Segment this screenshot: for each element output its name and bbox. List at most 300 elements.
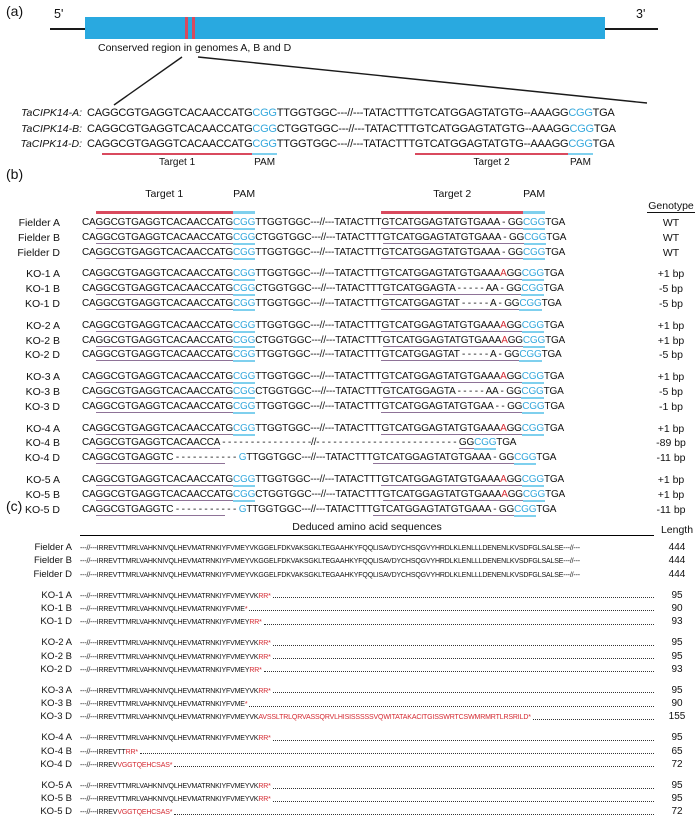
length-value: 155 [668, 711, 686, 723]
amino-acid-sequence [80, 653, 654, 662]
protein-row-ko-5-d [0, 804, 700, 817]
sequence-segment: GTCATGGAGTATGTG--AAAGG [415, 137, 568, 155]
protein-group [0, 588, 700, 628]
sequence-segment: TTGGTGGC---//---TATACTTT [255, 217, 382, 228]
sequence-segment [523, 188, 546, 214]
region-label: Target 1 [159, 156, 196, 168]
protein-row-ko-1-d [0, 614, 700, 627]
sequence-segment: * [244, 605, 248, 613]
sequence-segment: GTCATGGAGTATGTGAAA - GG [381, 246, 523, 258]
sequence-segment: CGG [521, 473, 544, 485]
sequence-segment: CA [82, 217, 96, 228]
line-label: KO-5 A [41, 780, 72, 791]
line-label: KO-1 D [40, 616, 72, 628]
sequence-segment: ---//---IRREVTTMRLVAHKNIVQLHEVMATRNKIYFVME [80, 605, 245, 613]
amino-acid-sequence [80, 666, 654, 675]
line-label: KO-2 A [26, 319, 60, 332]
sequence-segment: ---//---IRREVTTMRLVAHKNIVQLHEVMATRNKIYFVMEY [80, 619, 250, 627]
genotype-value: -5 bp [659, 283, 683, 296]
dotted-leader [273, 801, 654, 802]
sequence-segment: TTGGTGGC---//---TATACTTT [255, 246, 382, 258]
sequence-segment: RR* [258, 640, 271, 648]
line-label: KO-5 B [25, 488, 60, 501]
sequence-segment: GTCATGGAGTATGTGAAA [381, 371, 501, 383]
length-value: 95 [671, 650, 683, 662]
line-label: KO-3 A [26, 371, 60, 384]
sequence-segment: GG [507, 334, 523, 346]
genotype-group [0, 319, 700, 363]
dna-sequence [82, 216, 642, 231]
sequence-segment: GGCGTGAGGTCACAACCA [95, 437, 220, 449]
protein-row-fielder-a [0, 540, 700, 553]
sequence-segment: TGA [541, 349, 562, 361]
sequence-segment: GG [506, 319, 522, 331]
protein-row-fielder-d [0, 566, 700, 579]
sequence-segment: CGG [233, 473, 256, 485]
line-label: KO-4 A [41, 732, 72, 744]
sequence-segment: CGG [568, 107, 593, 119]
sequence-segment: TGA [541, 297, 562, 309]
gene-sequence-row-tacipk14-d [12, 137, 700, 155]
genotype-value: +1 bp [657, 319, 685, 332]
protein-row-ko-5-b [0, 791, 700, 804]
sequence-segment: GTCATGGAGTATGTGAAA [382, 488, 502, 500]
line-label: KO-4 D [40, 758, 72, 770]
sequence-segment: GTCATGGAGTAT - - - - - A - GG [381, 349, 520, 361]
line-label: KO-2 A [41, 637, 72, 649]
genotype-value: +1 bp [657, 268, 685, 281]
sequence-segment: CGG [522, 488, 546, 500]
sequence-segment: CTGGTGGC---//---TATACTTT [255, 283, 383, 295]
amino-acid-sequence [80, 782, 654, 791]
sequence-segment: TGA [592, 138, 615, 150]
sequence-segment: CA [82, 349, 96, 361]
dotted-leader [174, 814, 654, 815]
protein-group [0, 778, 700, 818]
region-label: PAM [523, 188, 546, 201]
dna-sequence [82, 282, 642, 297]
length-value: 444 [668, 568, 686, 580]
sequence-segment: AVSSLTRLQRVASSQRVLHISISSSSSVQWITATAKACITGISSWRTCSWMRMRTLRSRILD* [258, 714, 531, 722]
genotype-value: WT [662, 217, 680, 229]
line-label: KO-4 B [40, 745, 72, 757]
sequence-segment: GGCGTGAGGTCACAACCATG [95, 349, 233, 361]
dna-sequence [82, 334, 642, 349]
genotype-row-ko-3-b [0, 385, 700, 400]
dna-sequence [82, 370, 642, 385]
line-label: KO-5 D [40, 806, 72, 818]
sequence-segment: CA [82, 422, 96, 434]
sequence-segment: ---//---IRREVTTMRLVAHKNIVQLHEVMATRNKIYFVMEYVKGGELFDKVAKSGKLTEGAAHKYFQQLISAVDYCHSQGVYHRDLKLENLLLDENENLKVSDFGLSALSE---//--- [80, 571, 580, 579]
sequence-segment: CGG [522, 400, 545, 412]
amino-acid-sequence [80, 544, 654, 553]
amino-acid-header: Deduced amino acid sequences [80, 521, 654, 536]
region-label: PAM [570, 156, 591, 168]
sequence-segment: CA [82, 385, 96, 397]
sequence-segment: CGG [233, 488, 256, 500]
sequence-segment: GTCATGGAGTATGTGAAA - GG [382, 231, 525, 243]
sequence-segment: TGA [536, 452, 557, 464]
sequence-segment: - - [224, 503, 239, 515]
length-value: 444 [668, 555, 686, 567]
genotype-row-fielder-b [0, 231, 700, 246]
sequence-segment: TTGGTGGC---//---TATACTTTGTCATGGAGTATGTG--AAAGG [276, 107, 569, 119]
length-value: 95 [671, 637, 683, 649]
sequence-segment: GTCATGGAGTATGTGAAA [382, 334, 502, 346]
sequence-segment: ---//---IRREVTTMRLVAHKNIVQLHEVMATRNKIYFVMEYVKGGELFDKVAKSGKLTEGAAHKYFQQLISAVDYCHSQGVYHRDLKLENLLLDENENLKVSDFGLSALSE---//--- [80, 558, 580, 566]
protein-row-ko-1-b [0, 601, 700, 614]
sequence-segment: CAGGCGTGAGGTCACAACCATG [87, 107, 253, 119]
line-label: KO-1 B [25, 283, 60, 296]
sequence-segment: CGG [233, 246, 256, 258]
genotype-row-ko-2-b [0, 334, 700, 349]
sequence-segment: GGCGTGAGGTCACAACCATG [95, 488, 233, 500]
protein-row-ko-2-b [0, 648, 700, 661]
dna-sequence [82, 451, 642, 466]
sequence-segment: TGA [544, 400, 565, 412]
length-value: 65 [671, 745, 683, 757]
sequence-segment: CTGGTGGC---//---TATACTTT [255, 385, 383, 397]
sequence-segment: GTCATGGAGTATGTGAAA - GG [372, 452, 515, 464]
sequence-segment: A [500, 319, 507, 331]
protein-row-fielder-b [0, 553, 700, 566]
length-value: 72 [671, 758, 683, 770]
sequence-segment [96, 188, 234, 214]
genotype-group [0, 216, 700, 260]
sequence-segment: GGCGTGAGGTCACAACCATG [95, 283, 233, 295]
sequence-segment: CGG [252, 137, 276, 155]
sequence-segment: GGCGTGAGGTCACAACCATG [95, 371, 233, 383]
sequence-segment: CGG [233, 371, 256, 383]
sequence-segment: CA [82, 268, 96, 280]
sequence-segment: * [244, 701, 248, 709]
sequence-segment: RR* [258, 783, 271, 790]
sequence-segment: GGCGTGAGGTCACAACCATG [102, 137, 253, 155]
length-value: 95 [671, 684, 683, 696]
sequence-segment: CGG [514, 503, 537, 515]
length-value: 90 [671, 602, 683, 614]
sequence-segment: A [500, 473, 507, 485]
five-prime-label: 5' [54, 7, 64, 21]
sequence-segment: CGG [523, 217, 546, 228]
sequence-segment: CGG [474, 437, 497, 449]
dotted-leader [273, 597, 654, 598]
region-label: PAM [233, 188, 256, 201]
sequence-segment: TGA [545, 334, 566, 346]
dna-sequence [82, 319, 642, 334]
sequence-segment: CGG [233, 319, 256, 331]
sequence-segment: A [500, 371, 507, 383]
sequence-segment: CGG [252, 107, 277, 119]
gene-sequence-row-tacipk14-b [12, 122, 700, 138]
sequence-segment: ---//---IRREVTT [80, 748, 126, 756]
sequence-segment: CGG [233, 217, 256, 228]
sequence-segment: TGA [543, 422, 564, 434]
sequence-segment: CTGGTGGC---//---TATACTTT [255, 334, 383, 346]
protein-group [0, 635, 700, 675]
dna-sequence [82, 188, 642, 214]
dna-sequence [82, 385, 642, 400]
sequence-segment: TTGGTGGC---//---TATACTTT [276, 138, 415, 150]
callout-lines [0, 55, 700, 107]
line-label: Fielder A [18, 217, 60, 229]
genotype-row-ko-1-b [0, 282, 700, 297]
sequence-segment: CA [82, 319, 96, 331]
line-label: KO-4 A [26, 422, 60, 435]
sequence-segment: ---//---IRREVTTMRLVAHKNIVQLHEVMATRNKIYFVME [80, 701, 245, 709]
dotted-leader [273, 645, 654, 646]
dotted-leader [249, 706, 654, 707]
panel-b-table [0, 188, 700, 517]
sequence-segment: GG [458, 437, 475, 449]
sequence-segment: GTCATGGAGTATGTGAAA [381, 319, 501, 331]
gene-body-bar [85, 17, 605, 39]
amino-acid-sequence [80, 571, 654, 580]
sequence-segment: RR* [249, 619, 262, 627]
amino-acid-sequence [80, 808, 654, 817]
line-label: KO-2 D [24, 349, 60, 362]
sequence-segment: GGCGTGAGGTCACAACCATG [95, 268, 233, 280]
sequence-segment: VGGTQEHCSAS* [117, 761, 173, 769]
amino-acid-sequence [80, 557, 654, 566]
protein-row-ko-2-d [0, 662, 700, 675]
line-label: KO-4 B [25, 437, 60, 450]
sequence-segment: GTCATGGAGTA - - - - - AA - GG [382, 283, 522, 295]
dna-sequence [82, 436, 642, 451]
sequence-segment: RR* [258, 687, 271, 695]
sequence-segment: CGG [523, 246, 546, 258]
dotted-leader [533, 719, 654, 720]
sequence-segment: TTGGTGGC---//---TATACTTT [246, 452, 373, 464]
sequence-segment: CA [82, 334, 96, 346]
panel-a-gene-diagram [0, 0, 700, 172]
sequence-segment: G [238, 503, 247, 515]
sequence-segment: A [501, 334, 508, 346]
sequence-segment: ---//---IRREVTTMRLVAHKNIVQLHEVMATRNKIYFVMEYVK [80, 640, 259, 648]
protein-row-ko-4-a [0, 730, 700, 743]
sequence-segment: CAGGCGTGAGGTCACAACCATG [87, 122, 253, 135]
sequence-segment: G [238, 452, 247, 464]
sequence-segment: GTCATGGAGTATGTGAAA - GG [381, 217, 523, 228]
length-value: 93 [671, 616, 683, 628]
sequence-segment: TTGGTGGC---//---TATACTTT [255, 268, 382, 280]
sequence-segment: ---//---IRREVTTMRLVAHKNIVQLHEVMATRNKIYFVMEYVK [80, 592, 259, 600]
sequence-segment: GTCATGGAGTA - - - - - AA - GG [382, 385, 522, 397]
sequence-segment: TGA [543, 473, 564, 485]
sequence-segment: TTGGTGGC---//---TATACTTT [255, 473, 382, 485]
amino-acid-sequence [80, 605, 654, 614]
sequence-segment: CA [82, 473, 96, 485]
protein-row-ko-3-a [0, 683, 700, 696]
sequence-segment: GTCATGGAGTATGTGAAA - GG [372, 503, 515, 515]
sequence-segment: TGA [592, 107, 615, 119]
sequence-segment: ---//---IRREVTTMRLVAHKNIVQLHEVMATRNKIYFVMEYVK [80, 783, 259, 790]
genotype-row-ko-3-d [0, 400, 700, 415]
sequence-segment: GTCATGGAGTAT - - - - - A - GG [381, 297, 520, 309]
sequence-segment: RR* [125, 748, 138, 756]
length-value: 95 [671, 732, 683, 744]
genotype-row-ko-4-d [0, 451, 700, 466]
sequence-segment: GGCGTGAGGTCACAACCATG [95, 231, 233, 243]
sequence-segment: CGG [233, 334, 256, 346]
sequence-segment: ---//---IRREVTTMRLVAHKNIVQLHEVMATRNKIYFVMEYVK [80, 687, 259, 695]
dotted-leader [264, 671, 654, 672]
sequence-segment: TGA [496, 437, 517, 449]
sequence-segment: TGA [543, 319, 564, 331]
line-label: KO-1 D [24, 297, 60, 310]
sequence-segment: GGCGTGAGGTCACAACCATG [95, 246, 233, 258]
panel-a-sequences [12, 106, 700, 168]
sequence-segment: CGG [519, 297, 542, 309]
three-prime-label: 3' [636, 7, 646, 21]
sequence-segment: CA [82, 231, 96, 243]
protein-row-ko-4-b [0, 743, 700, 756]
sequence-segment: RR* [258, 653, 271, 661]
sequence-segment: GG [506, 422, 522, 434]
genotype-value: +1 bp [657, 488, 685, 501]
sequence-segment: CGG [521, 283, 544, 295]
sequence-segment: CGG [521, 422, 544, 434]
dotted-leader [174, 766, 654, 767]
sequence-segment: CTGGTGGC---//---TATACTTT [255, 231, 383, 243]
protein-row-ko-3-d [0, 709, 700, 722]
genotype-row-ko-1-d [0, 297, 700, 312]
line-label: KO-3 D [24, 400, 60, 413]
sequence-segment [233, 188, 256, 214]
sequence-segment: ---//---IRREVTTMRLVAHKNIVQLHEVMATRNKIYFVMEYVK [80, 796, 259, 804]
amino-acid-sequence [80, 761, 654, 770]
panel-c-tag: (c) [6, 498, 23, 514]
panel-c-rows [0, 540, 700, 817]
genotype-group [0, 370, 700, 414]
genotype-value: -11 bp [656, 452, 686, 465]
line-label: KO-5 D [24, 503, 60, 516]
dna-sequence [82, 231, 642, 246]
protein-row-ko-2-a [0, 635, 700, 648]
sequence-segment: CA [82, 452, 96, 464]
line-label: KO-2 D [40, 663, 72, 675]
dotted-leader [273, 692, 654, 693]
genotype-group [0, 267, 700, 311]
sequence-segment: CGG [233, 349, 256, 361]
dna-sequence [82, 348, 642, 363]
sequence-segment: GG [506, 371, 522, 383]
genotype-row-fielder-a [0, 216, 700, 231]
target-site-marker [185, 17, 188, 39]
sequence-segment: CA [82, 488, 96, 500]
sequence-segment: GGCGTGAGGTCACAACCATG [95, 473, 233, 485]
amino-acid-sequence [80, 700, 654, 709]
gene-sequence-row-tacipk14-a [12, 106, 700, 122]
line-label: KO-5 B [40, 793, 72, 805]
genotype-value: -5 bp [659, 385, 683, 398]
sequence-segment: - - [224, 452, 239, 464]
sequence-segment: GTCATGGAGTATGTGAAA [381, 473, 501, 485]
panel-c-proteins [0, 498, 700, 825]
line-label: KO-3 B [25, 385, 60, 398]
sequence-segment: GGCGTGAGGTCACAACCATG [95, 400, 233, 412]
genotype-group [0, 422, 700, 466]
amino-acid-sequence [80, 795, 654, 804]
length-value: 72 [671, 806, 683, 818]
genotype-row-ko-3-a [0, 370, 700, 385]
sequence-segment: ---//---IRREVTTMRLVAHKNIVQLHEVMATRNKIYFVMEYVK [80, 714, 259, 722]
sequence-segment [82, 200, 96, 211]
sequence-segment: GG [507, 488, 523, 500]
sequence-segment: TTGGTGGC---//---TATACTTT [246, 503, 373, 515]
line-label: Fielder A [34, 542, 72, 554]
dotted-leader [273, 740, 654, 741]
target-site-marker [192, 17, 195, 39]
region-label: PAM [254, 156, 276, 168]
sequence-segment: GTCATGGAGTATGTGAA - - GG [381, 400, 523, 412]
sequence-segment: CGG [252, 122, 277, 135]
length-value: 93 [671, 663, 683, 675]
sequence-segment: CTGGTGGC---//---TATACTTT [255, 488, 383, 500]
sequence-segment: TGA [545, 246, 566, 258]
protein-row-ko-4-d [0, 757, 700, 770]
sequence-segment: CGG [524, 231, 547, 243]
sequence-segment: RR* [258, 796, 271, 804]
sequence-segment: CGG [521, 385, 544, 397]
genotype-value: WT [662, 231, 680, 244]
sequence-segment: TTGGTGGC---//---TATACTTT [255, 319, 382, 331]
sequence-segment: GTCATGGAGTATGTGAAA [381, 268, 501, 280]
line-label: KO-3 D [40, 711, 72, 723]
genotype-value: +1 bp [657, 334, 685, 347]
panel-a-tag: (a) [6, 3, 24, 19]
length-value: 95 [671, 589, 683, 601]
sequence-segment: GGCGTGAGGTCACAACCATG [95, 319, 233, 331]
sequence-segment: CA [82, 283, 96, 295]
region-label: Target 2 [473, 156, 510, 168]
protein-row-ko-5-a [0, 778, 700, 791]
sequence-segment: GGCGTGAGGTCACAACCATG [95, 217, 233, 228]
sequence-segment: TTGGTGGC---//---TATACTTT [255, 400, 382, 412]
amino-acid-sequence [80, 687, 654, 696]
sequence-segment: CA [87, 138, 102, 150]
dotted-leader [273, 788, 654, 789]
sequence-segment: GGCGTGAGGTCACAACCATG [95, 385, 233, 397]
sequence-segment: TTGGTGGC---//---TATACTTT [255, 422, 382, 434]
sequence-segment: TTGGTGGC---//---TATACTTT [255, 297, 382, 309]
sequence-segment: CGG [521, 319, 544, 331]
panel-b-tag: (b) [6, 166, 24, 182]
protein-group [0, 540, 700, 580]
sequence-segment: ---//---IRREVTTMRLVAHKNIVQLHEVMATRNKIYFVMEY [80, 666, 250, 674]
genotype-value: -5 bp [659, 297, 683, 310]
dotted-leader [264, 624, 654, 625]
dna-sequence [82, 246, 642, 261]
sequence-segment: CGG [522, 334, 546, 346]
dna-sequence [82, 297, 642, 312]
line-label: KO-4 D [24, 452, 60, 465]
length-value: 444 [668, 542, 686, 554]
length-header: Length [660, 524, 694, 536]
sequence-segment: CGG [233, 297, 256, 309]
length-value: 90 [671, 698, 683, 710]
line-label: Fielder D [33, 568, 72, 580]
sequence-segment: RR* [249, 666, 262, 674]
sequence-segment: CA [82, 437, 96, 449]
sequence-segment: CGG [514, 452, 537, 464]
sequence-segment: A [500, 268, 507, 280]
sequence-segment: CGG [233, 268, 256, 280]
dna-sequence [82, 473, 642, 488]
genotype-row-ko-5-a [0, 473, 700, 488]
sequence-segment: CA [82, 503, 96, 515]
length-value: 95 [671, 780, 683, 791]
